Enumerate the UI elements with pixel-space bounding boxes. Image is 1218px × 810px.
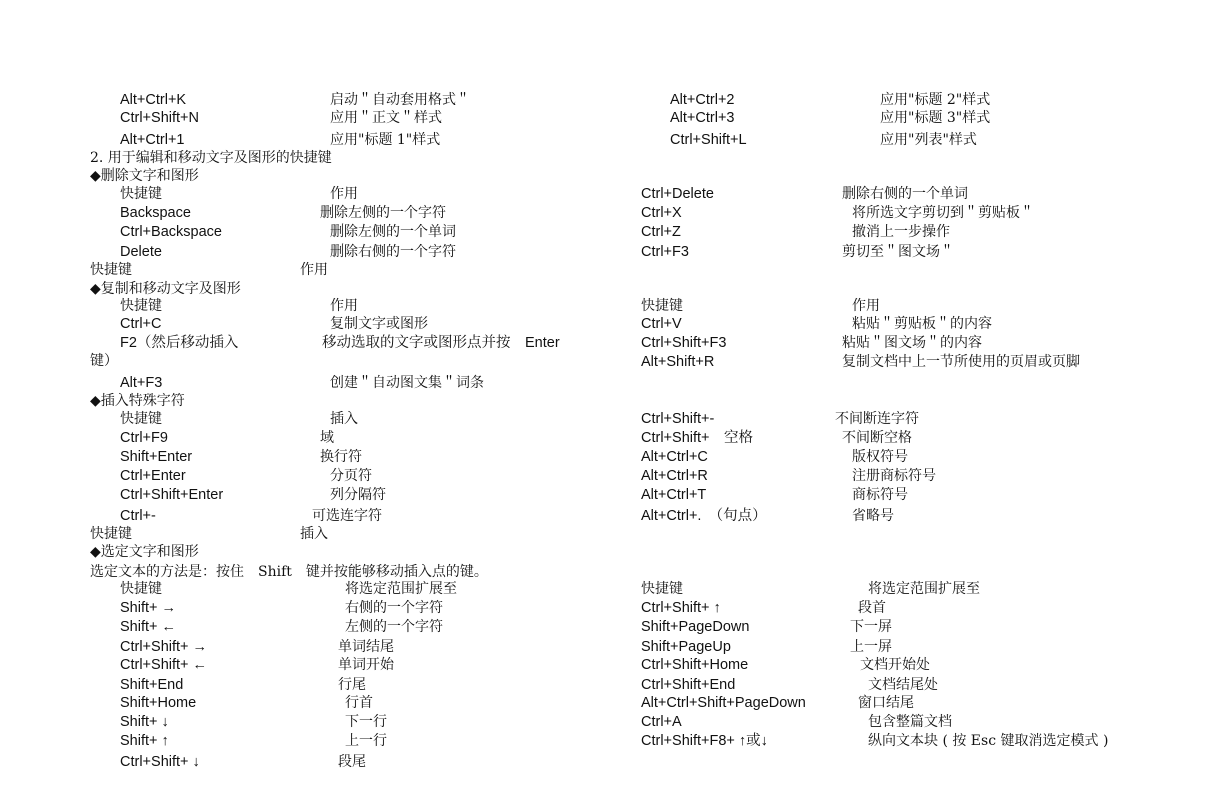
table-header-key: 快捷键 xyxy=(120,298,162,314)
shortcut-desc: 删除右侧的一个单词 xyxy=(842,186,968,202)
shortcut-desc: 文档开始处 xyxy=(860,657,930,673)
shortcut-desc: 左侧的一个字符 xyxy=(345,619,443,635)
shortcut-key: Shift+End xyxy=(120,677,184,693)
shortcut-key: Ctrl+C xyxy=(120,316,162,332)
shortcut-key: Alt+Ctrl+C xyxy=(641,449,708,465)
table-header-desc: 插入 xyxy=(330,411,358,427)
shortcut-key: Ctrl+Shift+F3 xyxy=(641,335,727,351)
shortcut-desc: 下一屏 xyxy=(850,619,892,635)
shortcut-key: Ctrl+Shift+N xyxy=(120,110,199,126)
shortcut-desc: 剪切至＂图文场＂ xyxy=(842,244,954,260)
shortcut-key: Ctrl+F3 xyxy=(641,244,689,260)
shortcut-desc: 粘贴＂图文场＂的内容 xyxy=(842,335,982,351)
table-header-key: 快捷键 xyxy=(120,581,162,597)
shortcut-key: Alt+Ctrl+K xyxy=(120,92,187,108)
shortcut-key: Alt+Ctrl+. （句点） xyxy=(641,508,767,524)
shortcut-desc: 注册商标符号 xyxy=(852,468,936,484)
shortcut-key: Shift+PageUp xyxy=(641,639,731,655)
shortcut-desc: 不间断空格 xyxy=(842,430,912,446)
shortcut-key: Ctrl+Shift+End xyxy=(641,677,736,693)
shortcut-key: Alt+Ctrl+Shift+PageDown xyxy=(641,695,806,711)
shortcut-desc: 右侧的一个字符 xyxy=(345,600,443,616)
shortcut-key: Shift+ ↓ xyxy=(120,714,169,730)
shortcut-key: Ctrl+Shift+Home xyxy=(641,657,749,673)
subsection-heading: ◆插入特殊字符 xyxy=(90,393,185,409)
shortcut-key: Ctrl+Shift+ → xyxy=(120,639,208,655)
shortcut-key: Ctrl+V xyxy=(641,316,682,332)
shortcut-desc: 应用"标题 1"样式 xyxy=(330,132,441,148)
shortcut-key: Backspace xyxy=(120,205,191,221)
shortcut-desc: 删除左侧的一个字符 xyxy=(320,205,446,221)
shortcut-key: Ctrl+Shift+- xyxy=(641,411,715,427)
shortcut-key: Ctrl+A xyxy=(641,714,682,730)
shortcut-desc: 上一行 xyxy=(345,733,387,749)
section-heading: 2. 用于编辑和移动文字及图形的快捷键 xyxy=(90,150,332,166)
subsection-heading: ◆删除文字和图形 xyxy=(90,168,199,184)
shortcut-key: Ctrl+Shift+F8+ ↑或↓ xyxy=(641,733,768,749)
shortcut-desc: 应用＂正文＂样式 xyxy=(330,110,442,126)
shortcut-desc: 分页符 xyxy=(330,468,372,484)
shortcut-desc: 应用"标题 2"样式 xyxy=(880,92,991,108)
table-header-desc: 插入 xyxy=(300,526,328,542)
table-header-desc: 作用 xyxy=(852,298,880,314)
subsection-heading: ◆选定文字和图形 xyxy=(90,544,199,560)
shortcut-desc: 单词结尾 xyxy=(338,639,394,655)
shortcut-desc: 版权符号 xyxy=(852,449,908,465)
shortcut-desc: 窗口结尾 xyxy=(858,695,914,711)
shortcut-desc: 段尾 xyxy=(338,754,366,770)
shortcut-key: Shift+Home xyxy=(120,695,197,711)
shortcut-key: Alt+Ctrl+T xyxy=(641,487,707,503)
shortcut-desc: 省略号 xyxy=(852,508,894,524)
shortcut-desc: 启动＂自动套用格式＂ xyxy=(330,92,470,108)
table-header-key: 快捷键 xyxy=(120,186,162,202)
shortcut-desc: 应用"列表"样式 xyxy=(880,132,977,148)
table-header-desc: 作用 xyxy=(330,186,358,202)
shortcut-desc: 粘贴＂剪贴板＂的内容 xyxy=(852,316,992,332)
shortcut-desc: 移动选取的文字或图形点并按 Enter xyxy=(322,335,560,351)
shortcut-key: Ctrl+Delete xyxy=(641,186,714,202)
shortcut-desc: 下一行 xyxy=(345,714,387,730)
shortcut-key: Shift+Enter xyxy=(120,449,193,465)
shortcut-desc: 商标符号 xyxy=(852,487,908,503)
shortcut-desc: 可选连字符 xyxy=(312,508,382,524)
shortcut-key: F2（然后移动插入 xyxy=(120,335,239,351)
shortcut-key: Alt+Ctrl+3 xyxy=(670,110,735,126)
shortcut-key: Ctrl+Backspace xyxy=(120,224,222,240)
shortcut-key: Delete xyxy=(120,244,162,260)
shortcut-desc: 不间断连字符 xyxy=(835,411,919,427)
shortcut-key: Shift+ ← xyxy=(120,619,177,635)
shortcut-desc: 复制文档中上一节所使用的页眉或页脚 xyxy=(842,354,1080,370)
shortcut-key: Ctrl+Enter xyxy=(120,468,186,484)
table-header-key: 快捷键 xyxy=(90,526,132,542)
shortcut-key: Shift+ ↑ xyxy=(120,733,169,749)
shortcut-desc: 包含整篇文档 xyxy=(868,714,952,730)
table-header-key: 快捷键 xyxy=(120,411,162,427)
subsection-heading: ◆复制和移动文字及图形 xyxy=(90,281,241,297)
shortcut-desc: 删除左侧的一个单词 xyxy=(330,224,456,240)
shortcut-desc: 复制文字或图形 xyxy=(330,316,428,332)
shortcut-desc: 应用"标题 3"样式 xyxy=(880,110,991,126)
shortcut-key: Alt+Shift+R xyxy=(641,354,715,370)
shortcut-desc: 换行符 xyxy=(320,449,362,465)
shortcut-desc: 撤消上一步操作 xyxy=(852,224,950,240)
shortcut-desc: 段首 xyxy=(858,600,886,616)
shortcut-key: Ctrl+F9 xyxy=(120,430,168,446)
shortcut-key: Shift+PageDown xyxy=(641,619,750,635)
table-header-key: 快捷键 xyxy=(90,262,132,278)
shortcut-desc: 列分隔符 xyxy=(330,487,386,503)
shortcut-key: Ctrl+X xyxy=(641,205,682,221)
shortcut-desc: 域 xyxy=(320,430,334,446)
table-header-desc: 将选定范围扩展至 xyxy=(345,581,457,597)
shortcut-desc: 单词开始 xyxy=(338,657,394,673)
paragraph-text: 选定文本的方法是：按住 Shift 键并按能够移动插入点的键。 xyxy=(90,564,488,580)
shortcut-key: Ctrl+Shift+ ↑ xyxy=(641,600,721,616)
shortcut-key: Alt+Ctrl+1 xyxy=(120,132,185,148)
shortcut-desc: 纵向文本块 ( 按 Esc 键取消选定模式 ) xyxy=(868,733,1109,749)
shortcut-key: Alt+Ctrl+R xyxy=(641,468,708,484)
table-header-key: 快捷键 xyxy=(641,581,683,597)
shortcut-key: Ctrl+Z xyxy=(641,224,681,240)
shortcut-desc: 创建＂自动图文集＂词条 xyxy=(330,375,484,391)
shortcut-key: Alt+Ctrl+2 xyxy=(670,92,735,108)
shortcut-key: Ctrl+- xyxy=(120,508,156,524)
shortcut-key: Ctrl+Shift+L xyxy=(670,132,747,148)
table-header-desc: 将选定范围扩展至 xyxy=(868,581,980,597)
shortcut-key: Ctrl+Shift+ ↓ xyxy=(120,754,200,770)
shortcut-desc: 删除右侧的一个字符 xyxy=(330,244,456,260)
shortcut-key: Alt+F3 xyxy=(120,375,163,391)
wrapped-text: 键） xyxy=(90,353,118,369)
table-header-desc: 作用 xyxy=(330,298,358,314)
shortcut-key: Shift+ → xyxy=(120,600,177,616)
shortcut-desc: 文档结尾处 xyxy=(868,677,938,693)
shortcut-key: Ctrl+Shift+ 空格 xyxy=(641,430,753,446)
shortcut-desc: 上一屏 xyxy=(850,639,892,655)
shortcut-key: Ctrl+Shift+Enter xyxy=(120,487,224,503)
shortcut-desc: 行首 xyxy=(345,695,373,711)
table-header-desc: 作用 xyxy=(300,262,328,278)
shortcut-key: Ctrl+Shift+ ← xyxy=(120,657,208,673)
shortcut-desc: 行尾 xyxy=(338,677,366,693)
table-header-key: 快捷键 xyxy=(641,298,683,314)
shortcut-desc: 将所选文字剪切到＂剪贴板＂ xyxy=(852,205,1034,221)
